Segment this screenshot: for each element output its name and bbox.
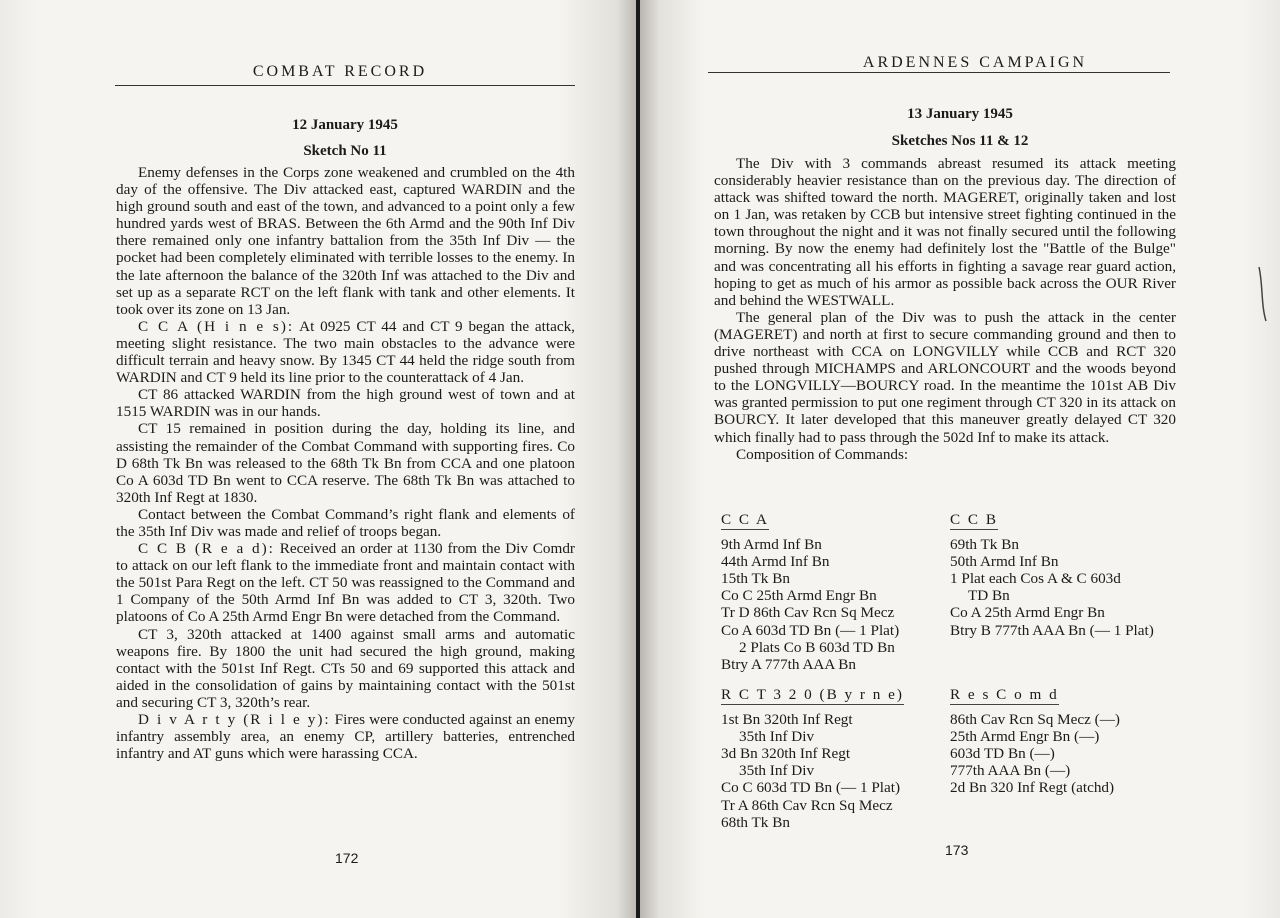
list-item: 68th Tk Bn — [721, 813, 790, 831]
margin-pencil-mark — [1255, 265, 1271, 325]
right-page-number: 173 — [945, 842, 969, 858]
list-item: Tr A 86th Cav Rcn Sq Mecz — [721, 796, 893, 814]
composition-label: Composition of Commands: — [736, 445, 909, 463]
command-lead: C C A (H i n e s): — [138, 317, 295, 335]
left-paragraph: D i v A r t y (R i l e y): Fires were conducted against an enemy infantry assembly area, an enemy CP, artillery batteries, entrenched infantry and AT guns which were harassing CCA. — [116, 711, 575, 763]
left-running-head: COMBAT RECORD — [252, 63, 428, 80]
cca-list — [721, 511, 899, 673]
left-paragraph: C C A (H i n e s): At 0925 CT 44 and CT 9 began the attack, meeting slight resistance. The two main obstacles to the advance were difficult terrain and heavy snow. By 1345 CT 44 held the ridge south from WARDIN and CT 9 held its line prior to the counterattack of 4 Jan. — [116, 317, 575, 387]
list-item: 50th Armd Inf Bn — [950, 553, 1059, 571]
left-head-rule — [115, 85, 575, 86]
left-paragraph: CT 15 remained in position during the day, holding its line, and assisting the remainder of the Combat Command with supporting fires. Co D 68th Tk Bn was released to the 68th Tk Bn from CCA and one platoon Co A 603d TD Bn went to CCA reserve. The 68th Tk Bn was attached to 320th Inf Regt at 1830. — [116, 420, 575, 506]
right-body — [714, 155, 1176, 463]
command-lead: C C B (R e a d): — [138, 540, 275, 558]
list-item: Tr D 86th Cav Rcn Sq Mecz — [721, 604, 895, 622]
left-page-number: 172 — [335, 850, 359, 866]
res-heading: R e s C o m d — [950, 686, 1059, 705]
list-item: Co C 25th Armd Engr Bn — [721, 587, 877, 605]
left-sketch-heading: Sketch No 11 — [303, 143, 387, 159]
left-body — [116, 164, 575, 762]
left-paragraph: Enemy defenses in the Corps zone weakened and crumbled on the 4th day of the offensive. The Div attacked east, captured WARDIN and the high ground south and east of the town, and advanced to a point only a few hundred yards west of BRAS. Between the 6th Armd and the 90th Inf Div there remained only one infantry battalion from the 35th Inf Div — the pocket had been completely eliminated with terrible losses to the enemy. In the late afternoon the balance of the 320th Inf was attached to the Div and set up as a separate RCT on the left flank with tank and other elements. It took over its zone on 13 Jan. — [116, 164, 575, 318]
list-item: 777th AAA Bn (—) — [950, 762, 1071, 780]
list-item: Co A 25th Armd Engr Bn — [950, 604, 1105, 622]
right-date-heading: 13 January 1945 — [907, 106, 1013, 122]
list-item: 15th Tk Bn — [721, 570, 790, 588]
list-item: 44th Armd Inf Bn — [721, 553, 830, 571]
list-item: Co C 603d TD Bn (— 1 Plat) — [721, 779, 901, 797]
list-item: 86th Cav Rcn Sq Mecz (—) — [950, 711, 1120, 729]
cca-heading: C C A — [721, 511, 769, 530]
list-item: TD Bn — [968, 587, 1010, 605]
rct-heading: R C T 3 2 0 (B y r n e) — [721, 686, 904, 705]
command-lead: D i v A r t y (R i l e y): — [138, 711, 331, 728]
list-item: 9th Armd Inf Bn — [721, 536, 822, 554]
right-paragraph: The general plan of the Div was to push the attack in the center (MAGERET) and north at first to secure commanding ground and then to drive northeast with CCA on LONGVILLY while CCB and RCT 320 pushed through MICHAMPS and ARLONCOURT and the woods beyond to the LONGVILLY—BOURCY road. In the meantime the 101st AB Div was granted permission to put one regiment through CT 320 in its attack on BOURCY. It later developed that this maneuver greatly delayed CT 320 which finally had to pass through the 502d Inf to make its attack. — [714, 308, 1176, 446]
res-list — [950, 686, 1120, 797]
right-paragraph: The Div with 3 commands abreast resumed its attack meeting considerably heavier resistance than on the previous day. The direction of attack was shifted toward the north. MAGERET, originally taken and lost on 1 Jan, was retaken by CCB but intensive street fighting continued in the town throughout the night and it was not finally secured until the following morning. By now the enemy had definitely lost the "Battle of the Bulge" and was concentrating all his efforts in fighting a savage rear guard action, hoping to get as much of his armor as possible back across the OUR River and behind the WESTWALL. — [714, 155, 1176, 309]
list-item: 1 Plat each Cos A & C 603d — [950, 570, 1121, 588]
right-running-head: ARDENNES CAMPAIGN — [862, 54, 1088, 71]
list-item: 25th Armd Engr Bn (—) — [950, 728, 1100, 746]
list-item: 603d TD Bn (—) — [950, 745, 1055, 763]
left-page — [0, 0, 636, 918]
list-item: 35th Inf Div — [739, 762, 815, 780]
rct-list — [721, 686, 904, 831]
right-page — [640, 0, 1280, 918]
list-item: 2d Bn 320 Inf Regt (atchd) — [950, 779, 1115, 797]
left-paragraph: C C B (R e a d): Received an order at 1130 from the Div Comdr to attack on our left flank to the immediate front and maintain contact with the 501st Para Regt on the left. CT 50 was reassigned to the Command and 1 Company of the 50th Armd Inf Bn was added to CT 3, 320th. Two platoons of Co A 25th Armd Engr Bn were detached from the Command. — [116, 540, 575, 626]
right-sketch-heading: Sketches Nos 11 & 12 — [891, 133, 1029, 149]
left-paragraph: Contact between the Combat Command’s right flank and elements of the 35th Inf Div was made and relief of troops began. — [116, 505, 575, 540]
list-item: Co A 603d TD Bn (— 1 Plat) — [721, 621, 900, 639]
right-head-rule — [708, 72, 1170, 73]
left-paragraph: CT 86 attacked WARDIN from the high ground west of town and at 1515 WARDIN was in our hands. — [116, 386, 575, 421]
list-item: 1st Bn 320th Inf Regt — [721, 711, 853, 729]
list-item: 2 Plats Co B 603d TD Bn — [739, 638, 895, 656]
ccb-heading: C C B — [950, 511, 998, 530]
list-item: 35th Inf Div — [739, 728, 815, 746]
left-paragraph: CT 3, 320th attacked at 1400 against small arms and automatic weapons fire. By 1800 the unit had secured the high ground, making contact with the 501st Inf Regt. CTs 50 and 69 supported this attack and aided in the consolidation of gains by maintaining contact with the 501st and securing CT 3, 320th’s rear. — [116, 625, 575, 711]
list-item: Btry A 777th AAA Bn — [721, 655, 857, 673]
ccb-list — [950, 511, 1154, 639]
left-date-heading: 12 January 1945 — [292, 117, 398, 133]
list-item: 69th Tk Bn — [950, 536, 1019, 554]
list-item: 3d Bn 320th Inf Regt — [721, 745, 851, 763]
list-item: Btry B 777th AAA Bn (— 1 Plat) — [950, 621, 1154, 639]
